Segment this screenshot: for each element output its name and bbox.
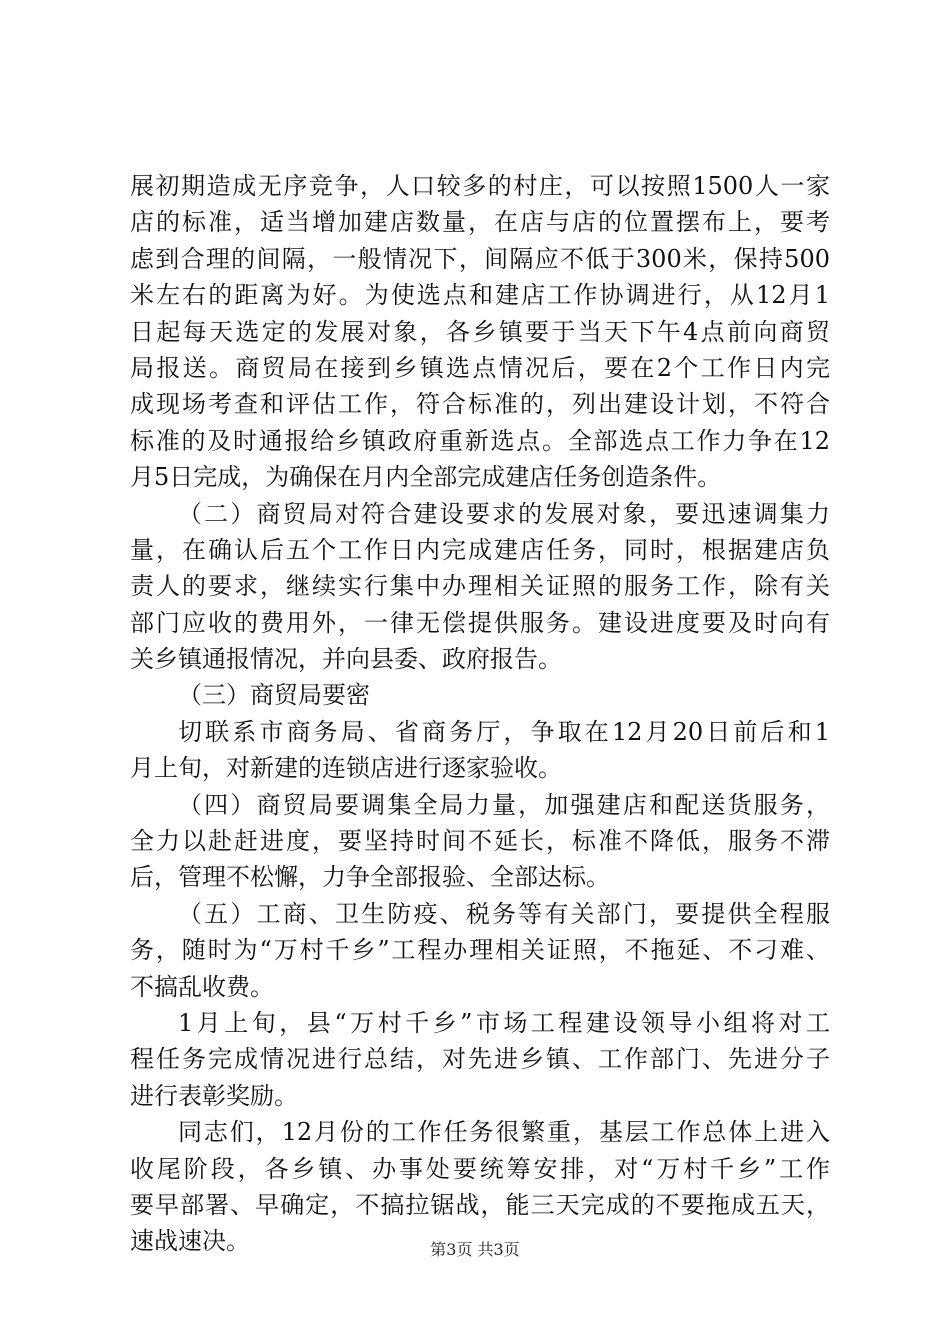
- text-line: 全力以赴赶进度，要坚持时间不延长，标准不降低，服务不滞: [130, 827, 830, 856]
- text-line: （二）商贸局对符合建设要求的发展对象，要迅速调集力: [178, 499, 830, 528]
- text-line: 虑到合理的间隔，一般情况下，间隔应不低于300米，保持500: [130, 244, 830, 273]
- text-line: 量，在确认后五个工作日内完成建店任务，同时，根据建店负: [130, 535, 830, 564]
- text-line: 后，管理不松懈，力争全部报验、全部达标。: [130, 863, 610, 892]
- text-line: 不搞乱收费。: [130, 972, 274, 1001]
- text-line: （四）商贸局要调集全局力量，加强建店和配送货服务，: [178, 790, 830, 819]
- text-line: 局报送。商贸局在接到乡镇选点情况后，要在2个工作日内完: [130, 353, 830, 382]
- text-line: 速战速决。: [130, 1227, 250, 1256]
- page-number-label: 第3页 共3页: [430, 1240, 520, 1259]
- text-line: 月5日完成，为确保在月内全部完成建店任务创造条件。: [130, 463, 722, 492]
- text-line: 同志们，12月份的工作任务很繁重，基层工作总体上进入: [178, 1118, 830, 1147]
- document-body: [130, 168, 830, 1260]
- text-line: 要早部署、早确定，不搞拉锯战，能三天完成的不要拖成五天，: [130, 1190, 830, 1219]
- text-line: 务，随时为“万村千乡”工程办理相关证照，不拖延、不刁难、: [130, 936, 830, 965]
- text-line: 责人的要求，继续实行集中办理相关证照的服务工作，除有关: [130, 572, 830, 601]
- text-line: 切联系市商务局、省商务厅，争取在12月20日前后和1: [178, 717, 830, 746]
- text-line: 1月上旬，县“万村千乡”市场工程建设领导小组将对工: [178, 1008, 830, 1037]
- text-line: 标准的及时通报给乡镇政府重新选点。全部选点工作力争在12: [130, 426, 830, 455]
- text-line: 月上旬，对新建的连锁店进行逐家验收。: [130, 754, 562, 783]
- text-line: 成现场考查和评估工作，符合标准的，列出建设计划，不符合: [130, 390, 830, 419]
- text-line: 日起每天选定的发展对象，各乡镇要于当天下午4点前向商贸: [130, 317, 830, 346]
- text-line: 程任务完成情况进行总结，对先进乡镇、工作部门、先进分子: [130, 1045, 830, 1074]
- page-footer: [0, 1240, 950, 1260]
- text-line: 部门应收的费用外，一律无偿提供服务。建设进度要及时向有: [130, 608, 830, 637]
- text-line: 收尾阶段，各乡镇、办事处要统筹安排，对“万村千乡”工作: [130, 1154, 830, 1183]
- text-line: （三）商贸局要密: [178, 681, 370, 710]
- text-line: （五）工商、卫生防疫、税务等有关部门，要提供全程服: [178, 899, 830, 928]
- text-line: 进行表彰奖励。: [130, 1081, 298, 1110]
- text-line: 店的标准，适当增加建店数量，在店与店的位置摆布上，要考: [130, 208, 830, 237]
- text-line: 关乡镇通报情况，并向县委、政府报告。: [130, 645, 562, 674]
- text-line: 米左右的距离为好。为使选点和建店工作协调进行，从12月1: [130, 281, 830, 310]
- text-line: 展初期造成无序竞争，人口较多的村庄，可以按照1500人一家: [130, 172, 830, 200]
